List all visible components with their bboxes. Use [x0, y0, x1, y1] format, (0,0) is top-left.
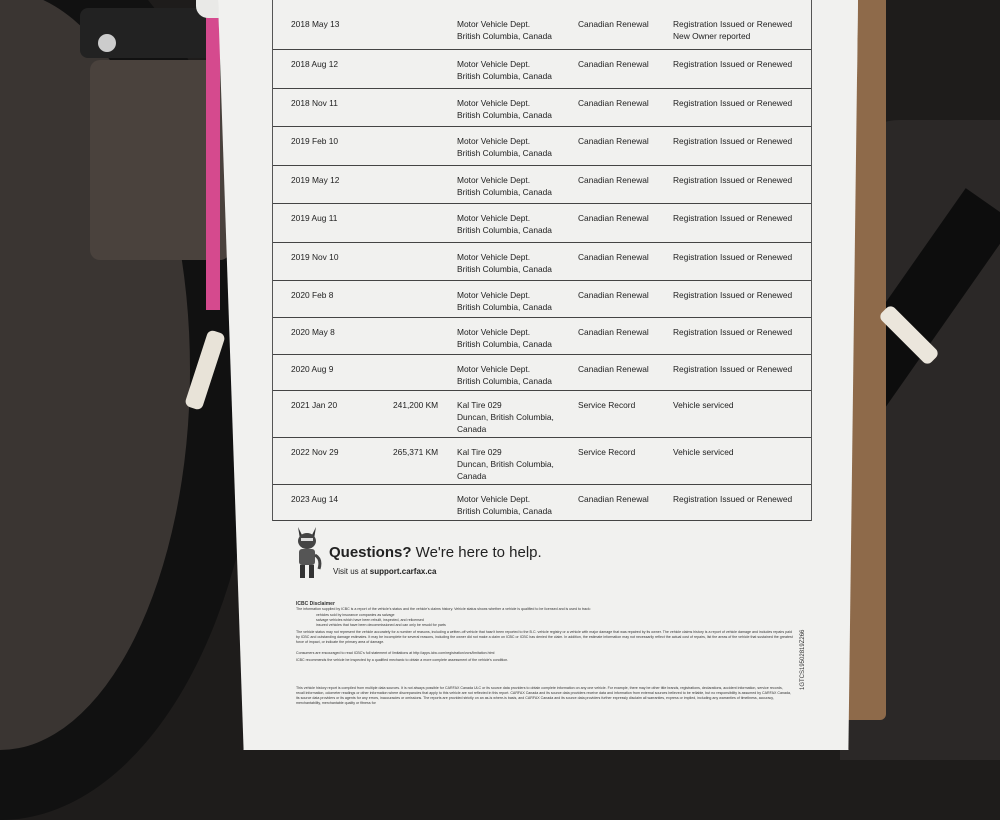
record-source-line: Kal Tire 029 — [457, 400, 502, 410]
record-source-line: British Columbia, Canada — [457, 302, 552, 312]
record-date: 2019 May 12 — [291, 175, 340, 185]
record-source-line: Motor Vehicle Dept. — [457, 327, 531, 337]
dashboard-knob — [98, 34, 116, 52]
record-odometer: 265,371 KM — [393, 447, 439, 457]
record-date: 2022 Nov 29 — [291, 447, 339, 457]
history-row — [273, 166, 811, 204]
record-source-line: Motor Vehicle Dept. — [457, 213, 531, 223]
record-source — [457, 58, 552, 82]
record-source-line: Canada — [457, 471, 487, 481]
record-type: Canadian Renewal — [578, 252, 649, 262]
record-comments — [673, 493, 792, 505]
record-source-line: British Columbia, Canada — [457, 187, 552, 197]
record-source-line: Motor Vehicle Dept. — [457, 19, 531, 29]
record-source-line: British Columbia, Canada — [457, 376, 552, 386]
pink-paper-edge — [206, 10, 220, 310]
record-date: 2019 Nov 10 — [291, 252, 339, 262]
record-comments — [673, 363, 792, 375]
help-title: Questions? We're here to help. — [329, 544, 542, 561]
record-type: Canadian Renewal — [578, 290, 649, 300]
record-comments — [673, 326, 792, 338]
record-date: 2018 Aug 12 — [291, 59, 339, 69]
help-visit-line: Visit us at support.carfax.ca — [333, 567, 437, 576]
history-row — [273, 89, 811, 127]
history-row — [273, 438, 811, 485]
icbc-recommendation: ICBC recommends the vehicle be inspected by a qualified mechanic to obtain a more complete assessment of the vehicle's condition. — [296, 658, 509, 662]
record-source — [457, 135, 552, 159]
record-date: 2020 Aug 9 — [291, 364, 334, 374]
history-row — [273, 50, 811, 89]
record-comments — [673, 174, 792, 186]
disclaimer-bullet: salvage vehicles which have been rebuilt, inspected, and relicensed — [316, 618, 424, 622]
record-comments — [673, 58, 792, 70]
record-date: 2021 Jan 20 — [291, 400, 338, 410]
history-row — [273, 281, 811, 318]
record-source — [457, 18, 552, 42]
record-source-line: Motor Vehicle Dept. — [457, 252, 531, 262]
record-type: Canadian Renewal — [578, 19, 649, 29]
record-source-line: Motor Vehicle Dept. — [457, 59, 531, 69]
record-source-line: Kal Tire 029 — [457, 447, 502, 457]
record-date: 2018 May 13 — [291, 19, 340, 29]
record-source-line: Motor Vehicle Dept. — [457, 494, 531, 504]
record-source-line: British Columbia, Canada — [457, 31, 552, 41]
record-source-line: British Columbia, Canada — [457, 71, 552, 81]
record-type: Canadian Renewal — [578, 59, 649, 69]
record-date: 2023 Aug 14 — [291, 494, 339, 504]
record-source — [457, 174, 552, 198]
record-source-line: Motor Vehicle Dept. — [457, 364, 531, 374]
record-type: Canadian Renewal — [578, 136, 649, 146]
record-date: 2019 Feb 10 — [291, 136, 339, 146]
record-source — [457, 399, 554, 435]
record-comment-line: New Owner reported — [673, 31, 751, 41]
record-source — [457, 251, 552, 275]
record-type: Canadian Renewal — [578, 213, 649, 223]
record-comment-line: Registration Issued or Renewed — [673, 136, 793, 146]
record-comments — [673, 18, 792, 42]
record-source-line: British Columbia, Canada — [457, 148, 552, 158]
record-comment-line: Vehicle serviced — [673, 447, 734, 457]
carfax-fox-mascot-icon — [292, 525, 322, 581]
icbc-disclaimer-heading: ICBC Disclaimer — [296, 601, 335, 607]
record-comment-line: Registration Issued or Renewed — [673, 213, 793, 223]
vin-number: 1GTCS19502819Z266 — [800, 629, 806, 690]
record-comments — [673, 251, 792, 263]
record-comment-line: Registration Issued or Renewed — [673, 59, 793, 69]
record-comment-line: Registration Issued or Renewed — [673, 19, 793, 29]
record-source — [457, 326, 552, 350]
record-odometer: 241,200 KM — [393, 400, 439, 410]
record-comment-line: Registration Issued or Renewed — [673, 290, 793, 300]
record-comment-line: Registration Issued or Renewed — [673, 327, 793, 337]
history-row — [273, 318, 811, 355]
record-source — [457, 363, 552, 387]
record-source — [457, 493, 552, 517]
record-source-line: Motor Vehicle Dept. — [457, 136, 531, 146]
history-row — [273, 485, 811, 521]
history-row — [273, 204, 811, 243]
record-source-line: Motor Vehicle Dept. — [457, 98, 531, 108]
record-comment-line: Registration Issued or Renewed — [673, 98, 793, 108]
icbc-disclaimer-body: The vehicle status may not represent the vehicle accurately for a number of reasons, including a written-off vehicle that hasn't been reported to the B.C. vehicle registry or a vehicle with major damage that was repaired by its owner. The vehicle claims history is a report of vehicle damage and includes repairs paid by ICBC and outstanding damage estimates. It may be incomplete for several reasons, including the owner did not make a claim on ICBC or ICBC has denied the claim. In addition, the estimate information may not necessarily reflect the actual cost of repairs, list the areas of the vehicle that sustained the greatest force of impact, or indicate the primary area of damage. — [296, 630, 793, 644]
record-source-line: Duncan, British Columbia, — [457, 412, 554, 422]
record-source-line: Duncan, British Columbia, — [457, 459, 554, 469]
record-source-line: Motor Vehicle Dept. — [457, 175, 531, 185]
icbc-disclaimer-intro: The information supplied by ICBC is a report of the vehicle's status and the vehicle's claims history. Vehicle status shows whether a vehicle is qualified to be licensed and is used to track: — [296, 607, 591, 611]
record-date: 2020 May 8 — [291, 327, 335, 337]
history-row — [273, 355, 811, 391]
record-type: Canadian Renewal — [578, 98, 649, 108]
record-type: Service Record — [578, 447, 636, 457]
history-table — [272, 0, 812, 521]
record-source-line: British Columbia, Canada — [457, 264, 552, 274]
report-disclaimer: This vehicle history report is compiled from multiple data sources. It is not always possible for CARFAX Canada ULC or its source data providers to obtain complete information on any one vehicle. For example, there may be other title brands, registrations, declarations, accident information, service records, recall information, odometer readings or other information where discrepancies that apply to this vehicle are not reflected in this report. CARFAX Canada and its source data providers receive data and information from external sources believed to be reliable, but no responsibility is assumed by CARFAX Canada, its source data providers or its agents for any errors, inaccuracies or omissions. The reports are provided strictly on an as-is where-is basis, and CARFAX Canada and its source data providers further expressly disclaim all warranties, express or implied, including any warranties of timeliness, accuracy, merchantability, merchantable quality or fitness for — [296, 686, 791, 705]
disclaimer-bullet: insured vehicles that have been decommissioned and can only be resold for parts — [316, 623, 446, 627]
dashboard-panel — [80, 8, 220, 58]
record-source-line: Motor Vehicle Dept. — [457, 290, 531, 300]
record-comments — [673, 135, 792, 147]
record-source-line: British Columbia, Canada — [457, 339, 552, 349]
record-source-line: Canada — [457, 424, 487, 434]
record-type: Canadian Renewal — [578, 364, 649, 374]
record-date: 2020 Feb 8 — [291, 290, 334, 300]
record-date: 2019 Aug 11 — [291, 213, 338, 223]
record-comments — [673, 446, 734, 458]
record-source-line: British Columbia, Canada — [457, 110, 552, 120]
record-source — [457, 212, 552, 236]
record-type: Service Record — [578, 400, 636, 410]
record-type: Canadian Renewal — [578, 494, 649, 504]
history-row — [273, 391, 811, 438]
history-row — [273, 127, 811, 166]
record-source — [457, 289, 552, 313]
record-comments — [673, 289, 792, 301]
history-row — [273, 0, 811, 50]
record-source — [457, 97, 552, 121]
record-date: 2018 Nov 11 — [291, 98, 338, 108]
record-type: Canadian Renewal — [578, 327, 649, 337]
record-comments — [673, 399, 734, 411]
record-type: Canadian Renewal — [578, 175, 649, 185]
record-comment-line: Registration Issued or Renewed — [673, 252, 793, 262]
disclaimer-bullet: vehicles sold by insurance companies as salvage — [316, 613, 395, 617]
record-comment-line: Registration Issued or Renewed — [673, 364, 793, 374]
record-source-line: British Columbia, Canada — [457, 506, 552, 516]
history-row — [273, 243, 811, 281]
icbc-consumers-note: Consumers are encouraged to read ICBC's full statement of limitations at http://apps.icbc.com/registration/vcrs/limitation.html — [296, 651, 495, 655]
record-comment-line: Registration Issued or Renewed — [673, 175, 793, 185]
record-comment-line: Vehicle serviced — [673, 400, 734, 410]
support-link[interactable]: support.carfax.ca — [369, 567, 437, 576]
record-source-line: British Columbia, Canada — [457, 225, 552, 235]
record-comment-line: Registration Issued or Renewed — [673, 494, 793, 504]
record-source — [457, 446, 554, 482]
record-comments — [673, 212, 792, 224]
record-comments — [673, 97, 792, 109]
